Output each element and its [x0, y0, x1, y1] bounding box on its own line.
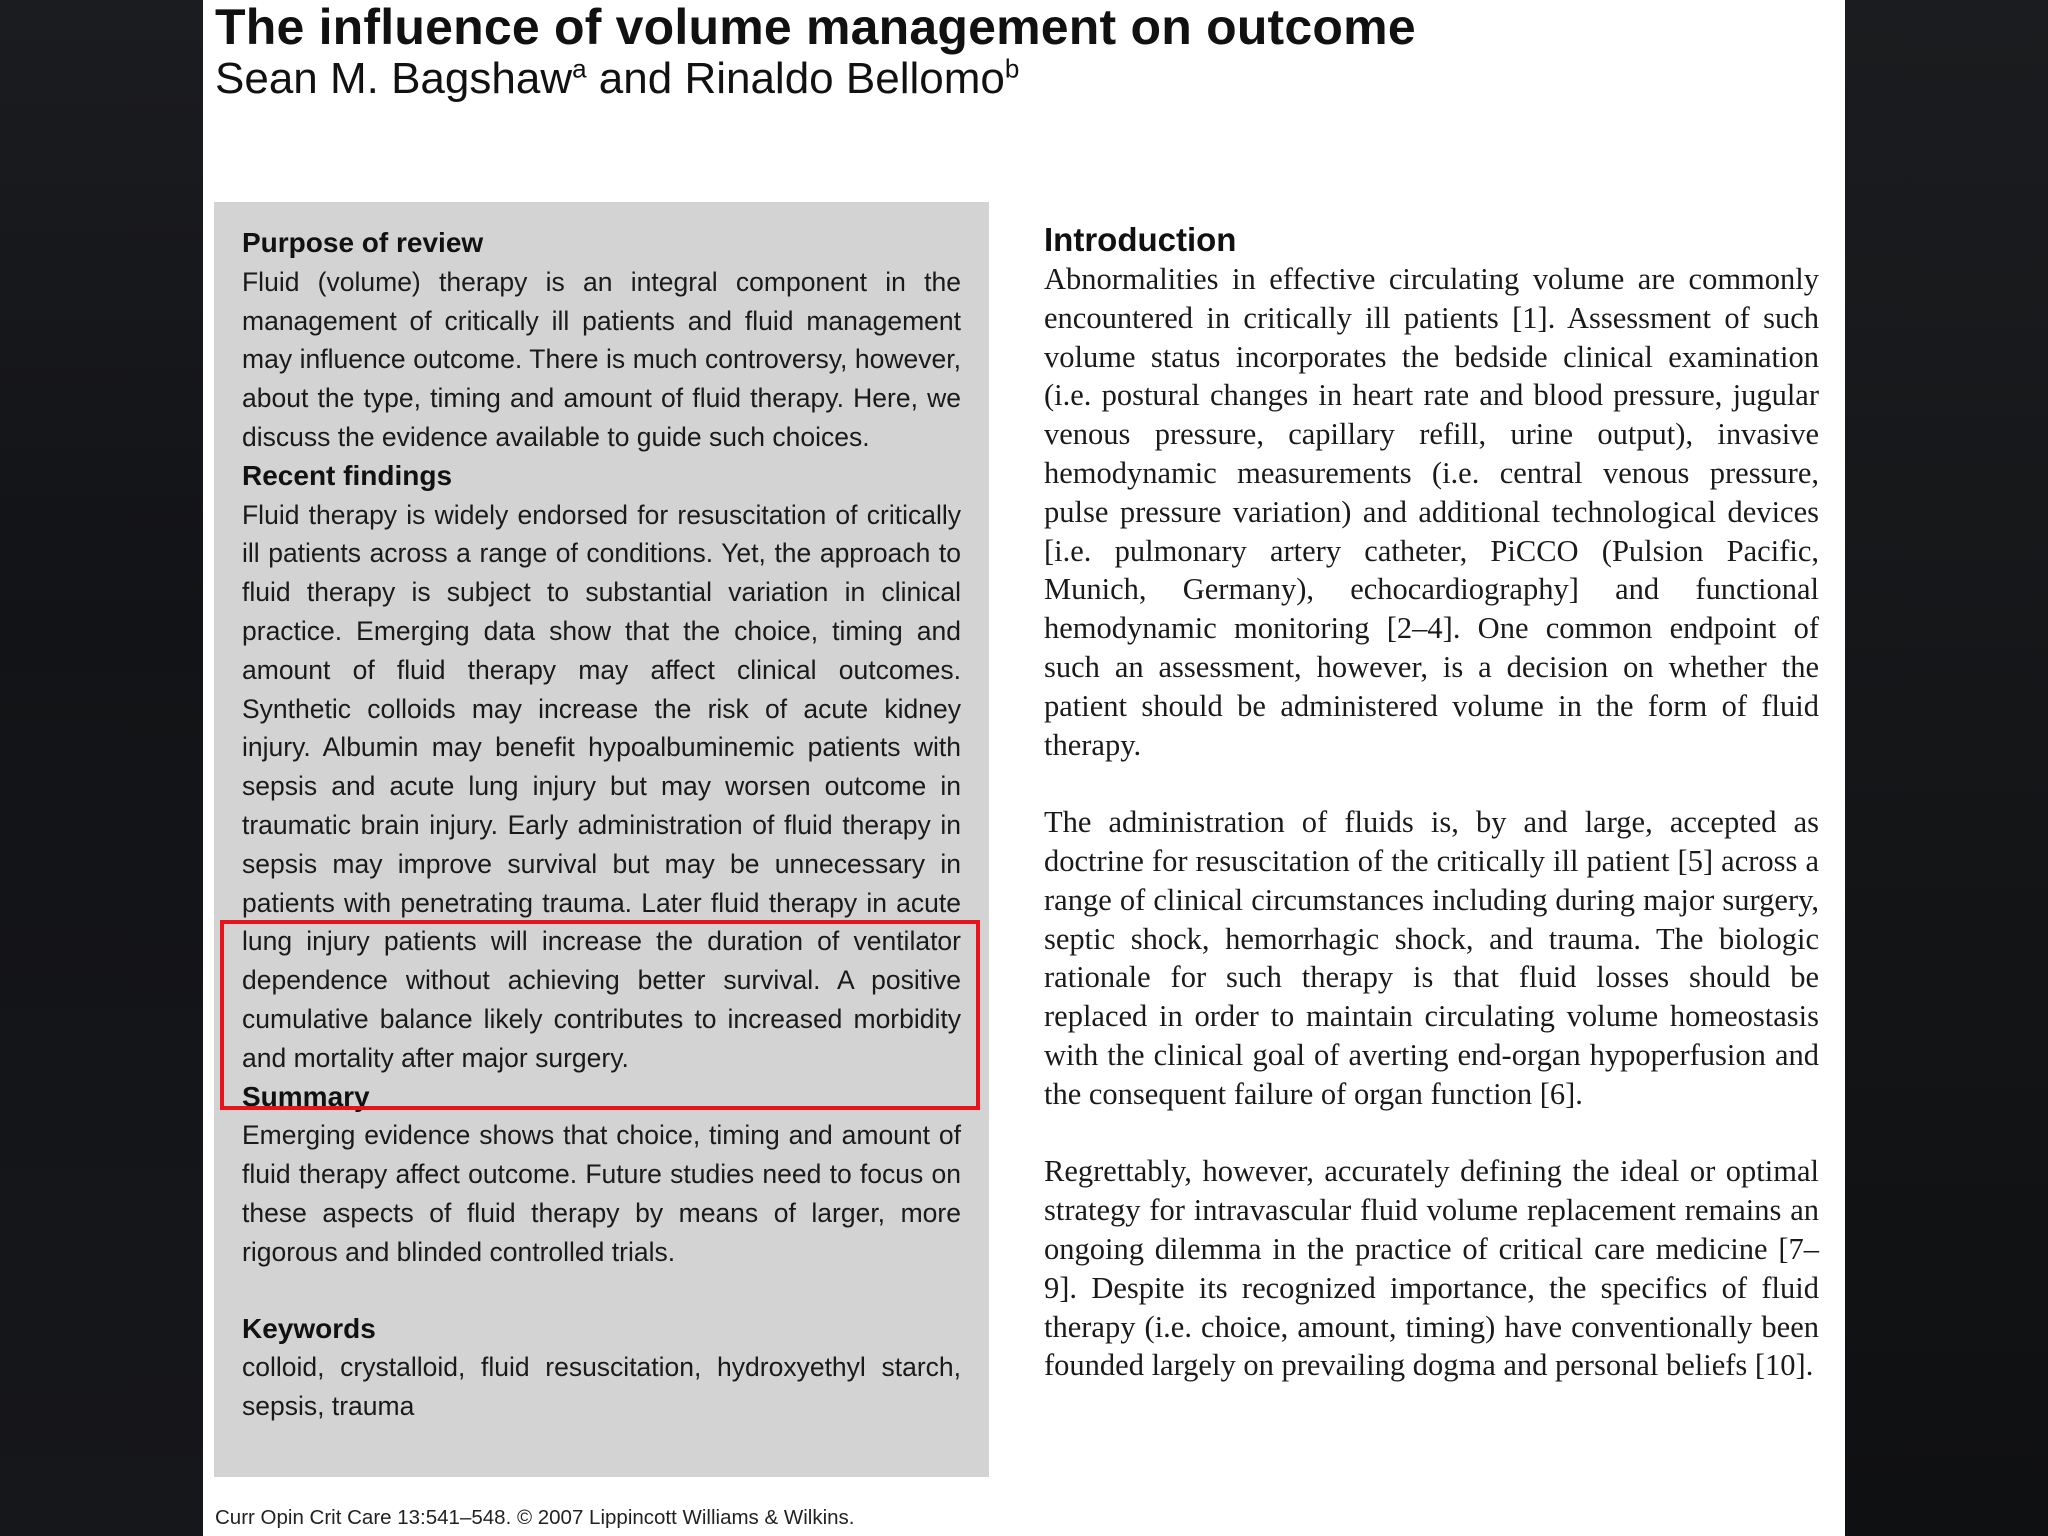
left-backdrop [0, 0, 203, 1536]
author-line [215, 54, 1019, 104]
findings-text: Fluid therapy is widely endorsed for resuscitation of critically ill patients across a range of conditions. Yet, the approach to fluid therapy is subject to substantial variation in clinical practice. Emerging data show that the choice, timing and amount of fluid therapy may affect clinical outcomes. Synthetic colloids may increase the risk of acute kidney injury. Albumin may benefit hypoalbuminemic patients with sepsis and acute lung injury but may worsen outcome in traumatic brain injury. Early administration of fluid therapy in sepsis may improve survival but may be unnecessary in patients with penetrating trauma. Later fluid therapy in acute lung injury patients will increase the duration of ventilator dependence without achieving better survival. A positive cumulative balance likely contributes to increased morbidity and mortality after major surgery. [242, 499, 961, 1073]
introduction-column [1044, 220, 1819, 1424]
summary-text: Emerging evidence shows that choice, timing and amount of fluid therapy affect outcome. Future studies need to focus on these aspects of fluid therapy by means of larger, more rigorous and blinded controlled trials. [242, 1120, 961, 1267]
author-joiner: and [586, 54, 685, 103]
introduction-heading: Introduction [1044, 221, 1237, 258]
paper-title: The influence of volume management on outcome [215, 0, 1416, 55]
intro-paragraph: Abnormalities in effective circulating volume are commonly encountered in critically ill patients [1]. Assessment of such volume status incorporates the bedside clinical examination (i.e. postural changes in heart rate and blood pressure, jugular venous pressure, capillary refill, urine output), invasive hemodynamic measurements (i.e. central venous pressure, pulse pressure variation) and additional technological devices [i.e. pulmonary artery catheter, PiCCO (Pulsion Pacific, Munich, Germany), echocardiography] and functional hemodynamic monitoring [2–4]. One common endpoint of such an assessment, however, is a decision on whether the patient should be administered volume in the form of fluid therapy. [1044, 262, 1819, 762]
author-name: Rinaldo Bellomo [684, 54, 1005, 103]
right-backdrop [1845, 0, 2048, 1536]
affiliation-marker: b [1004, 53, 1020, 84]
intro-paragraph: The administration of fluids is, by and large, accepted as doctrine for resuscitation of the critically ill patient [5] across a range of clinical circumstances including during major surgery, septic shock, hemorrhagic shock, and trauma. The biologic rationale for such therapy is that fluid losses should be replaced in order to maintain circulating volume homeostasis with the clinical goal of averting end-organ hypoperfusion and the consequent failure of organ function [6]. [1044, 805, 1819, 1111]
citation-line: Curr Opin Crit Care 13:541–548. © 2007 Lippincott Williams & Wilkins. [215, 1506, 855, 1529]
intro-paragraph: Regrettably, however, accurately defining the ideal or optimal strategy for intravascular fluid volume replacement remains an ongoing dilemma in the practice of critical care medicine [7–9]. Despite its recognized importance, the specifics of fluid therapy (i.e. choice, amount, timing) have conventionally been founded largely on prevailing dogma and personal beliefs [10]. [1044, 1154, 1819, 1383]
purpose-heading: Purpose of review [242, 227, 484, 258]
author-name: Sean M. Bagshaw [215, 54, 573, 103]
affiliation-marker: a [572, 53, 587, 84]
keywords-heading: Keywords [242, 1312, 376, 1344]
purpose-text: Fluid (volume) therapy is an integral component in the management of critically ill patients and fluid management may influence outcome. There is much controversy, however, about the type, timing and amount of fluid therapy. Here, we discuss the evidence available to guide such choices. [242, 266, 961, 452]
paper-page [203, 0, 1845, 1536]
keywords-text: colloid, crystalloid, fluid resuscitation, hydroxyethyl starch, sepsis, trauma [242, 1352, 961, 1422]
abstract-box [214, 202, 989, 1477]
findings-heading: Recent findings [242, 459, 453, 491]
summary-heading: Summary [242, 1080, 370, 1112]
